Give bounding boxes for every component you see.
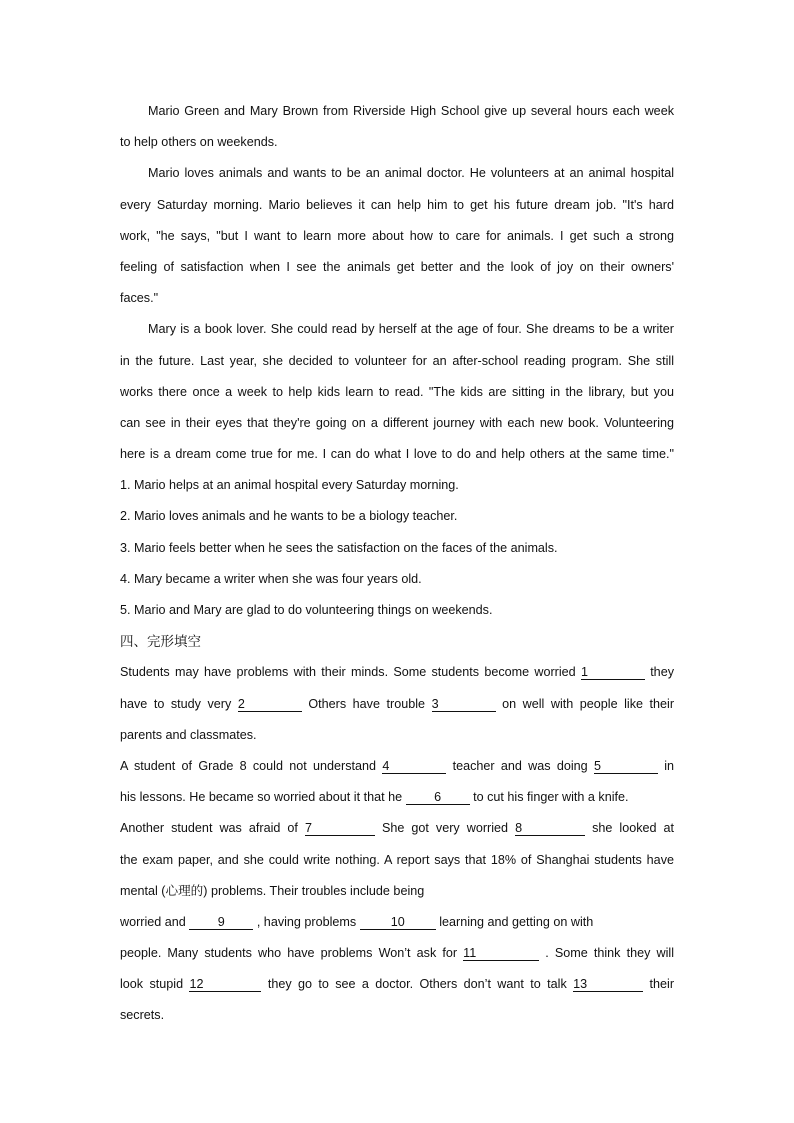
cloze-text: they xyxy=(650,665,674,680)
statement: 4. Mary became a writer when she was four years old. xyxy=(120,571,422,586)
cloze-blank: 11 xyxy=(463,946,539,961)
passage-line: faces." xyxy=(120,291,159,306)
cloze-text: worried and xyxy=(120,914,186,929)
cloze-line xyxy=(120,782,674,813)
cloze-text: they go to see a doctor. Others don’t want to talk xyxy=(267,977,567,992)
cloze-text: people. Many students who have problems Won’t ask for xyxy=(120,946,458,961)
cloze-line xyxy=(120,969,674,1000)
cloze-line xyxy=(120,689,674,720)
cloze-line xyxy=(120,938,674,969)
cloze-text: teacher and was doing xyxy=(452,758,588,773)
statement: 5. Mario and Mary are glad to do volunteering things on weekends. xyxy=(120,603,493,617)
passage-line: Mario loves animals and wants to be an animal doctor. He volunteers at an animal hospital xyxy=(148,166,674,181)
cloze-text: A student of Grade 8 could not understand xyxy=(120,758,377,773)
cloze-text: . Some think they will xyxy=(545,946,674,961)
passage-line: feeling of satisfaction when I see the animals get better and the look of joy on their owners' xyxy=(120,259,674,274)
cloze-line xyxy=(120,751,674,782)
statement: 3. Mario feels better when he sees the satisfaction on the faces of the animals. xyxy=(120,540,558,555)
cloze-blank: 13 xyxy=(573,977,643,992)
passage-line: in the future. Last year, she decided to volunteer for an after-school reading program. She still xyxy=(120,353,674,368)
passage-line: Mary is a book lover. She could read by herself at the age of four. She dreams to be a writer xyxy=(148,322,674,337)
cloze-text: She got very worried xyxy=(381,821,509,836)
cloze-blank: 12 xyxy=(189,977,261,992)
cloze-blank: 8 xyxy=(515,821,585,836)
passage-line: every Saturday morning. Mario believes it can help him to get his future dream job. "It's hard xyxy=(120,197,674,212)
cloze-blank: 9 xyxy=(189,915,253,930)
cloze-text: look stupid xyxy=(120,977,184,992)
cloze-line xyxy=(120,657,674,688)
cloze-text: Another student was afraid of xyxy=(120,821,298,836)
cloze-text: she looked at xyxy=(592,821,674,836)
cloze-blank: 7 xyxy=(305,821,375,836)
cloze-blank: 4 xyxy=(382,759,446,774)
cloze-line: mental (心理的) problems. Their troubles include being xyxy=(120,883,425,898)
cloze-blank: 5 xyxy=(594,759,658,774)
cloze-line xyxy=(120,813,674,844)
cloze-text: their xyxy=(649,977,674,992)
cloze-text: his lessons. He became so worried about it that he xyxy=(120,790,403,805)
cloze-line: parents and classmates. xyxy=(120,727,257,742)
passage-line: can see in their eyes that they're going on a different journey with each new book. Volunteering xyxy=(120,415,674,430)
cloze-blank: 2 xyxy=(238,697,302,712)
cloze-line: secrets. xyxy=(120,1008,165,1023)
cloze-text: to cut his finger with a knife. xyxy=(473,790,629,805)
passage-line: here is a dream come true for me. I can do what I love to do and help others at the same time." xyxy=(120,447,674,462)
passage-line: work, "he says, "but I want to learn more about how to care for animals. I get such a strong xyxy=(120,228,674,243)
cloze-line: the exam paper, and she could write nothing. A report says that 18% of Shanghai students have xyxy=(120,852,674,867)
document-page xyxy=(120,96,674,1032)
passage-line: to help others on weekends. xyxy=(120,135,278,150)
cloze-text: on well with people like their xyxy=(502,696,674,711)
cloze-line xyxy=(120,907,674,938)
cloze-blank: 1 xyxy=(581,665,645,680)
cloze-text: have to study very xyxy=(120,696,232,711)
cloze-blank: 3 xyxy=(432,697,496,712)
cloze-blank: 10 xyxy=(360,915,436,930)
passage-line: works there once a week to help kids learn to read. "The kids are sitting in the library, but you xyxy=(120,384,674,399)
cloze-text: , having problems xyxy=(256,914,357,929)
cloze-blank: 6 xyxy=(406,790,470,805)
cloze-text: learning and getting on with xyxy=(439,914,594,929)
statement: 2. Mario loves animals and he wants to be a biology teacher. xyxy=(120,509,458,524)
passage-line: Mario Green and Mary Brown from Riverside High School give up several hours each week xyxy=(148,104,674,118)
section-heading: 四、完形填空 xyxy=(120,634,201,650)
cloze-text: Others have trouble xyxy=(308,696,426,711)
cloze-text: Students may have problems with their minds. Some students become worried xyxy=(120,665,576,680)
statement: 1. Mario helps at an animal hospital every Saturday morning. xyxy=(120,478,459,493)
cloze-text: in xyxy=(664,758,674,773)
